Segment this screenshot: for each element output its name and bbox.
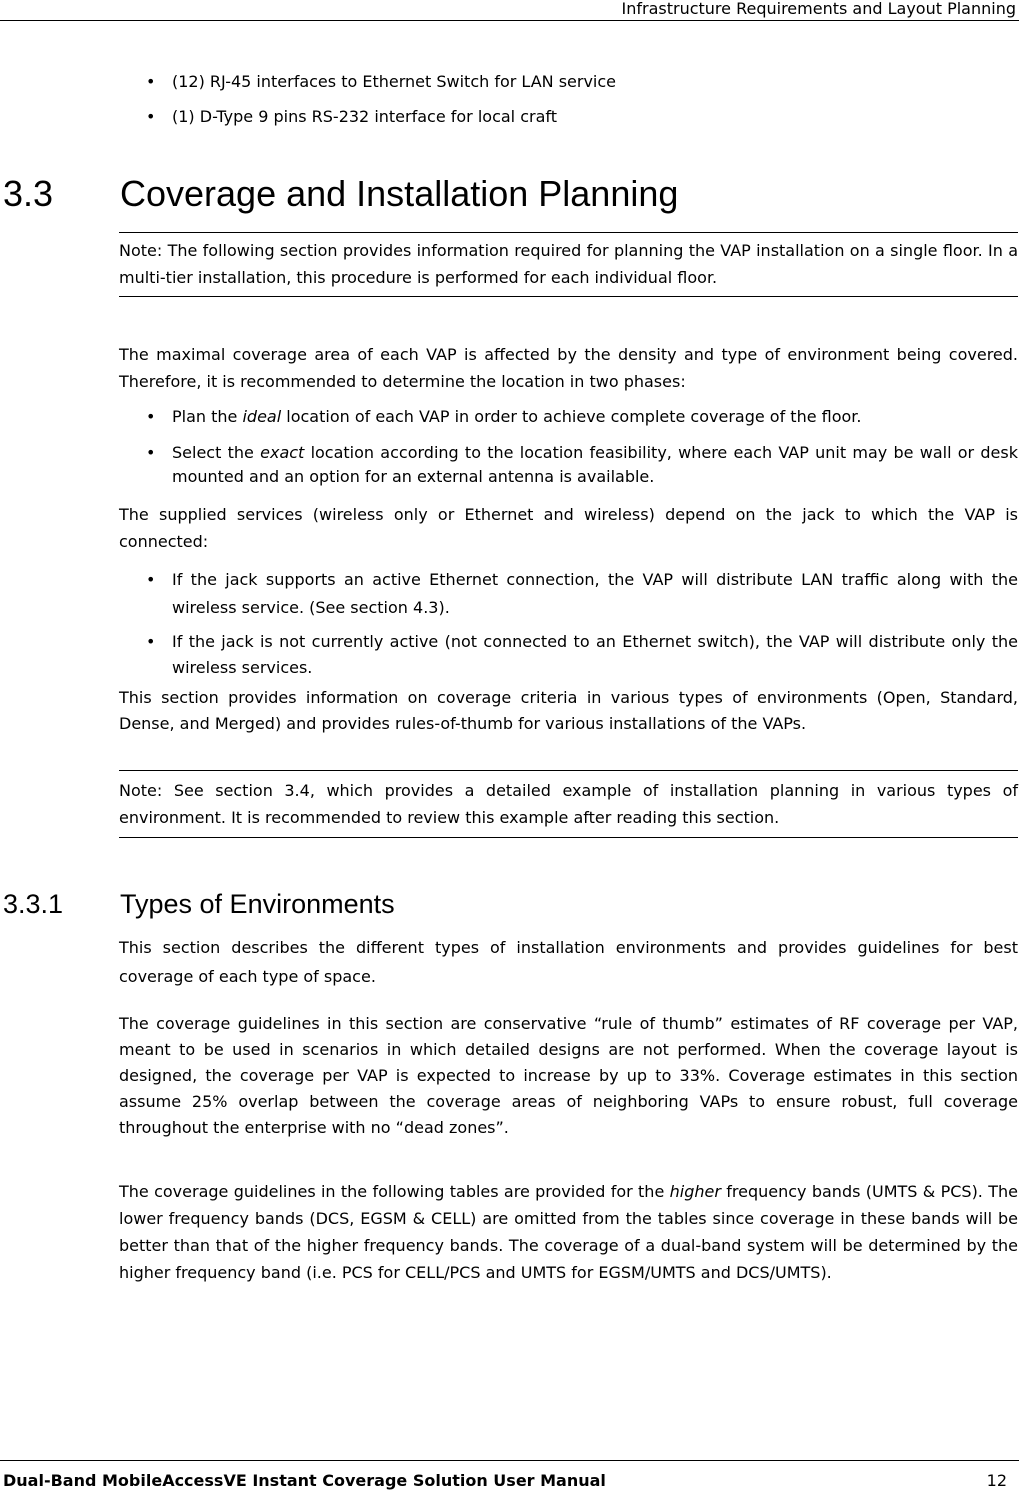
emphasis: higher <box>669 1182 721 1201</box>
paragraph: This section describes the different types of installation environments and provides guidelines for best coverage of each type of space. <box>119 938 1018 986</box>
paragraph: The coverage guidelines in this section are conservative “rule of thumb” estimates of RF coverage per VAP, meant to be used in scenarios in which detailed designs are not performed. When the coverage layout is designed, the coverage per VAP is expected to increase by up to 33%. Coverage estimates in this section assume 25% overlap between the coverage areas of neighboring VAPs to ensure robust, full coverage throughout the enterprise with no “dead zones”. <box>119 1014 1018 1137</box>
list-item: • If the jack supports an active Ethernet connection, the VAP will distribute LAN traffic along with the wireless service. (See section 4.3). <box>172 566 1018 622</box>
paragraph: The coverage guidelines in the following tables are provided for the higher frequency bands (UMTS & PCS). The lower frequency bands (DCS, EGSM & CELL) are omitted from the tables since coverage in these bands will be better than that of the higher frequency bands. The coverage of a dual-band system will be determined by the higher frequency band (i.e. PCS for CELL/PCS and UMTS for EGSM/UMTS and DCS/UMTS). <box>119 1182 1018 1282</box>
subsection-number: 3.3.1 <box>3 889 64 919</box>
note-box: Note: The following section provides information required for planning the VAP installation on a single floor. In a multi-tier installation, this procedure is performed for each individual floor. <box>119 232 1018 297</box>
list-item: • Plan the ideal location of each VAP in order to achieve complete coverage of the floor. <box>172 405 1018 429</box>
subsection-title: Types of Environments <box>120 889 395 919</box>
section-heading <box>3 172 678 216</box>
list-item: • If the jack is not currently active (not connected to an Ethernet switch), the VAP will distribute only the wireless services. <box>172 629 1018 681</box>
section-title: Coverage and Installation Planning <box>120 173 679 214</box>
list-item: • (1) D-Type 9 pins RS-232 interface for local craft <box>172 106 1018 128</box>
page-footer <box>0 1460 1019 1495</box>
page-number: 12 <box>986 1471 1007 1490</box>
note-box: Note: See section 3.4, which provides a detailed example of installation planning in various types of environment. It is recommended to review this example after reading this section. <box>119 770 1018 838</box>
subsection-heading <box>3 887 395 921</box>
page-header <box>0 0 1019 21</box>
section-number: 3.3 <box>3 173 54 214</box>
paragraph: This section provides information on coverage criteria in various types of environments (Open, Standard, Dense, and Merged) and provides rules-of-thumb for various installations of the VAPs. <box>119 688 1018 733</box>
footer-title: Dual-Band MobileAccessVE Instant Coverage Solution User Manual <box>3 1471 606 1490</box>
paragraph: The supplied services (wireless only or Ethernet and wireless) depend on the jack to which the VAP is connected: <box>119 505 1018 551</box>
list-item: • Select the exact location according to the location feasibility, where each VAP unit may be wall or desk mounted and an option for an external antenna is available. <box>172 441 1018 489</box>
list-item: • (12) RJ-45 interfaces to Ethernet Switch for LAN service <box>172 71 1018 93</box>
paragraph: The maximal coverage area of each VAP is affected by the density and type of environment being covered. Therefore, it is recommended to determine the location in two phases: <box>119 345 1018 391</box>
header-title: Infrastructure Requirements and Layout Planning <box>621 0 1016 18</box>
emphasis: ideal <box>242 407 282 426</box>
emphasis: exact <box>260 443 305 462</box>
